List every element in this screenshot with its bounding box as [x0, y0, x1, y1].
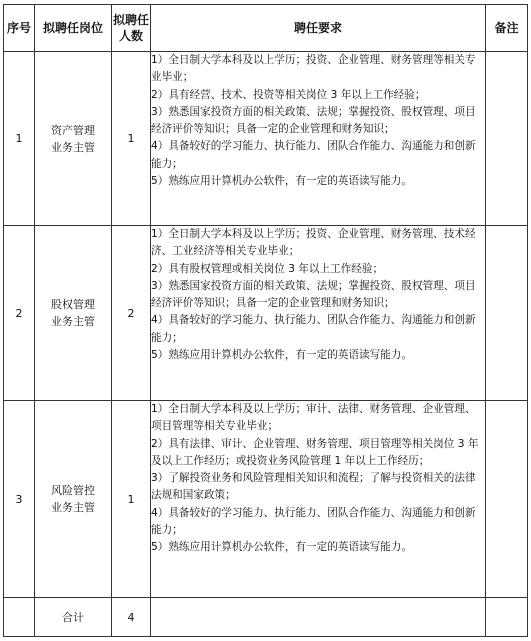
requirement-item: 1）全日制大学本科及以上学历；投资、企业管理、财务管理等相关专业毕业； [151, 54, 476, 84]
requirement-item: 3）熟悉国家投资方面的相关政策、法规；掌握投资、股权管理、项目经济评价等知识；具备一定的企业管理和财务知识； [151, 279, 476, 310]
requirement-item: 3）熟悉国家投资方面的相关政策、法规；掌握投资、股权管理、项目经济评价等知识；具备一定的企业管理和财务知识； [151, 105, 476, 136]
header-position: 拟聘任岗位 [35, 5, 112, 52]
seq-cell: 1 [4, 52, 35, 226]
position-cell [35, 401, 112, 598]
position-line: 风险管控 [51, 484, 95, 497]
requirement-item: 4）具备较好的学习能力、执行能力、团队合作能力、沟通能力和创新能力； [151, 314, 476, 344]
total-row [4, 598, 528, 637]
header-count: 拟聘任人数 [112, 5, 151, 52]
requirement-item: 4）具备较好的学习能力、执行能力、团队合作能力、沟通能力和创新能力； [151, 140, 476, 170]
count-cell: 1 [112, 52, 151, 226]
requirement-item: 5）熟练应用计算机办公软件，有一定的英语读写能力。 [151, 541, 412, 554]
seq-cell: 3 [4, 401, 35, 598]
total-count: 4 [112, 598, 151, 637]
requirements-cell [151, 401, 486, 598]
notes-cell [486, 52, 528, 226]
requirements-cell [151, 52, 486, 226]
requirement-item: 2）具有经营、技术、投资等相关岗位 3 年以上工作经验； [151, 88, 426, 101]
table-row [4, 226, 528, 401]
position-line: 资产管理 [51, 123, 95, 137]
count-cell: 2 [112, 226, 151, 401]
header-seq: 序号 [4, 5, 35, 52]
requirement-item: 1）全日制大学本科及以上学历；投资、企业管理、财务管理、技术经济、工业经济等相关专业毕业； [151, 228, 476, 258]
requirement-item: 2）具有股权管理或相关岗位 3 年以上工作经验； [151, 262, 384, 275]
position-line: 业务主管 [51, 315, 95, 328]
notes-cell [486, 226, 528, 401]
total-seq-cell [4, 598, 35, 637]
header-requirements: 聘任要求 [151, 5, 486, 52]
requirement-item: 3）了解投资业务和风险管理相关知识和流程；了解与投资相关的法律法规和国家政策； [151, 472, 476, 502]
position-cell [35, 52, 112, 226]
position-cell [35, 226, 112, 401]
header-notes: 备注 [486, 5, 528, 52]
table-row [4, 52, 528, 226]
total-label: 合计 [35, 598, 112, 637]
position-line: 业务主管 [51, 501, 95, 514]
requirement-item: 1）全日制大学本科及以上学历；审计、法律、财务管理、企业管理、项目管理等相关专业毕业； [151, 403, 476, 433]
requirement-item: 2）具有法律、审计、企业管理、财务管理、项目管理等相关岗位 3 年及以上工作经历；或投资业务风险管理 1 年以上工作经历； [151, 437, 479, 467]
table-row [4, 401, 528, 598]
position-line: 业务主管 [51, 140, 95, 154]
position-line: 股权管理 [51, 298, 95, 311]
requirements-cell [151, 226, 486, 401]
recruitment-table [3, 4, 528, 637]
notes-cell [486, 401, 528, 598]
requirement-item: 5）熟练应用计算机办公软件，有一定的英语读写能力。 [151, 349, 412, 362]
count-cell: 1 [112, 401, 151, 598]
header-row [4, 5, 528, 52]
total-requirements-cell [151, 598, 486, 637]
seq-cell: 2 [4, 226, 35, 401]
total-notes-cell [486, 598, 528, 637]
requirement-item: 4）具备较好的学习能力、执行能力、团队合作能力、沟通能力和创新能力； [151, 506, 476, 537]
requirement-item: 5）熟练应用计算机办公软件，有一定的英语读写能力。 [151, 175, 412, 188]
